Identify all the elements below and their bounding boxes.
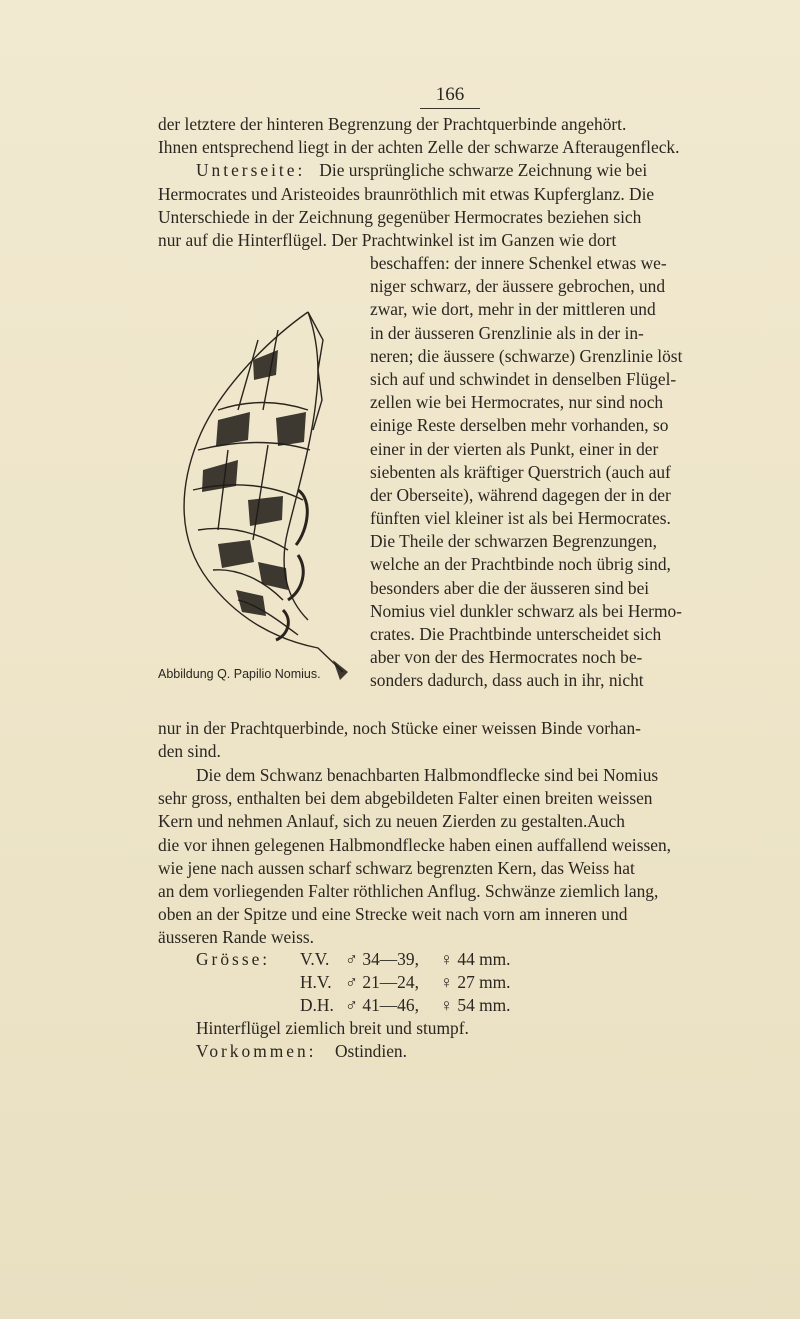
text-line: einer in der vierten als Punkt, einer in der <box>370 438 659 459</box>
size-male: ♂ 21—24, <box>345 972 419 992</box>
text-line: einige Reste derselben mehr vorhanden, so <box>370 415 669 436</box>
text-line: siebenten als kräftiger Querstrich (auch auf <box>370 461 671 482</box>
side-column <box>370 252 770 693</box>
unterseite-label: Unterseite: <box>196 160 306 181</box>
text-line: nur in der Prachtquerbinde, noch Stücke einer weissen Binde vorhan- <box>158 718 641 738</box>
text-line: welche an der Prachtbinde noch übrig sind, <box>370 554 671 575</box>
page-number: 166 <box>420 82 480 109</box>
groesse-label: Grösse: <box>196 949 271 969</box>
vorkommen-label: Vorkommen: <box>196 1041 317 1061</box>
size-part: H.V. <box>300 972 332 992</box>
text-line: sonders dadurch, dass auch in ihr, nicht <box>370 670 644 691</box>
text-line: zwar, wie dort, mehr in der mittleren und <box>370 299 656 320</box>
size-male: ♂ 41—46, <box>345 995 419 1015</box>
text-line: der letztere der hinteren Begrenzung der Prachtquerbinde angehört. <box>158 114 627 134</box>
text-line: crates. Die Prachtbinde unterscheidet sich <box>370 624 662 644</box>
text-line: aber von der des Hermocrates noch be- <box>370 647 643 668</box>
text-line: der Oberseite), während dagegen der in der <box>370 484 671 505</box>
text-line: Unterseite: Die ursprüngliche schwarze Zeichnung wie bei <box>158 159 770 182</box>
text-line: in der äusseren Grenzlinie als in der in- <box>370 322 644 343</box>
text-line: zellen wie bei Hermocrates, nur sind noch <box>370 392 664 413</box>
text-line: äusseren Rande weiss. <box>158 927 314 948</box>
text-line: Die Theile der schwarzen Begrenzungen, <box>370 531 657 552</box>
text-line: neren; die äussere (schwarze) Grenzlinie löst <box>370 345 683 366</box>
text-line: besonders aber die der äusseren sind bei <box>370 577 650 598</box>
text-line: beschaffen: der innere Schenkel etwas we- <box>370 253 667 273</box>
text-line: nur auf die Hinterflügel. Der Prachtwinkel ist im Ganzen wie dort <box>158 229 617 250</box>
vorkommen-value: Ostindien. <box>335 1041 407 1061</box>
hinterfluegel-line: Hinterflügel ziemlich breit und stumpf. <box>196 1018 469 1038</box>
paragraph-halbmondflecke <box>158 764 770 950</box>
text-line: Hermocrates und Aristeoides braunröthlich mit etwas Kupferglanz. Die <box>158 183 655 204</box>
figure-caption: Abbildung Q. Papilio Nomius. <box>158 667 321 681</box>
size-female: ♀ 44 mm. <box>440 949 511 969</box>
text-line: sich auf und schwindet in denselben Flügel- <box>370 368 677 389</box>
text-line: an dem vorliegenden Falter röthlichen Anflug. Schwänze ziemlich lang, <box>158 880 659 901</box>
size-part: V.V. <box>300 949 330 969</box>
butterfly-wing-illustration <box>158 300 368 700</box>
text-line: fünften viel kleiner ist als bei Hermocrates. <box>370 508 671 529</box>
text-line: oben an der Spitze und eine Strecke weit nach vorn am inneren und <box>158 904 628 925</box>
size-female: ♀ 54 mm. <box>440 995 511 1015</box>
text-line: die vor ihnen gelegenen Halbmondflecke haben einen auffallend weissen, <box>158 834 671 855</box>
text-line: Nomius viel dunkler schwarz als bei Hermo- <box>370 600 682 621</box>
text-line: Kern und nehmen Anlauf, sich zu neuen Zierden zu gestalten.Auch <box>158 811 625 832</box>
text-line: Die dem Schwanz benachbarten Halbmondflecke sind bei Nomius <box>196 765 659 785</box>
text-line: wie jene nach aussen scharf schwarz begrenzten Kern, das Weiss hat <box>158 857 635 878</box>
size-male: ♂ 34—39, <box>345 949 419 969</box>
size-female: ♀ 27 mm. <box>440 972 511 992</box>
paragraph-continuation <box>158 717 770 763</box>
size-part: D.H. <box>300 995 334 1015</box>
text-line: Ihnen entsprechend liegt in der achten Zelle der schwarze Afteraugenfleck. <box>158 137 680 158</box>
text-line: sehr gross, enthalten bei dem abgebildeten Falter einen breiten weissen <box>158 788 653 809</box>
text-line: niger schwarz, der äussere gebrochen, und <box>370 276 666 297</box>
text-line: Unterschiede in der Zeichnung gegenüber Hermocrates beziehen sich <box>158 206 642 227</box>
text-line: den sind. <box>158 741 221 762</box>
paragraph-top <box>158 113 770 252</box>
